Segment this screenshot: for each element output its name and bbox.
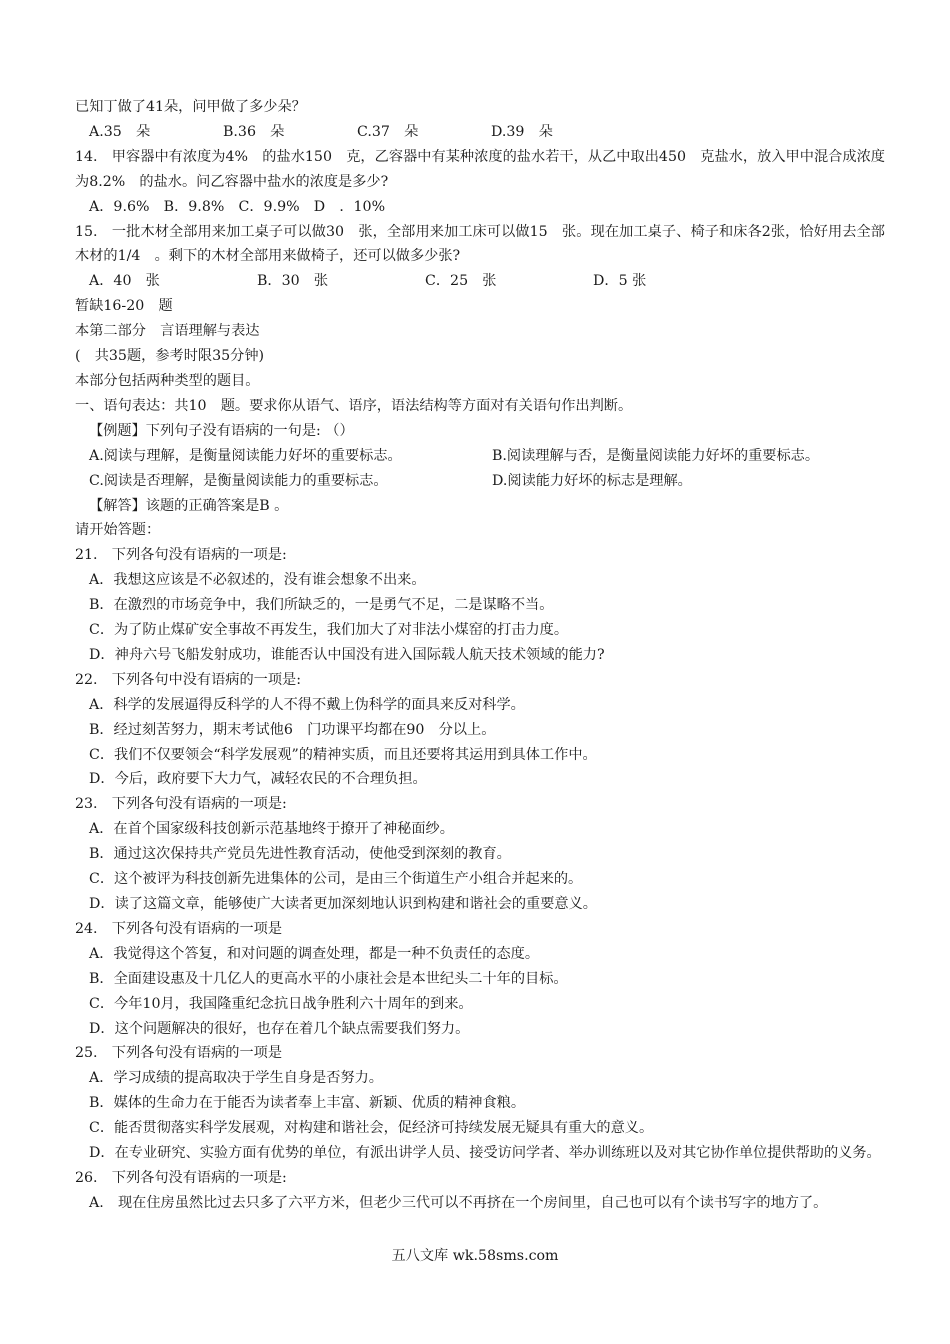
q13-options (75, 120, 885, 145)
q24-option-c: C．今年10月，我国隆重纪念抗日战争胜利六十周年的到来。 (89, 995, 473, 1012)
q21-option-a: A．我想这应该是不必叙述的，没有谁会想象不出来。 (89, 572, 426, 589)
q15-stem: 15. 一批木材全部用来加工桌子可以做30 张，全部用来加工床可以做15 张。现在加工桌子、椅子和床各2张，恰好用去全部木材的1/4 。剩下的木材全部用来做椅子，还可以做多少张? (75, 223, 885, 265)
q15-option-b: B．30 张 (257, 273, 329, 290)
q25-option-a: A．学习成绩的提高取决于学生自身是否努力。 (89, 1070, 383, 1087)
start-prompt: 请开始答题： (75, 522, 161, 539)
q21-stem: 21. 下列各句没有语病的一项是: (75, 547, 287, 564)
missing-note: 暂缺16-20 题 (75, 298, 173, 315)
q26-option-a: A. 现在住房虽然比过去只多了六平方米，但老少三代可以不再挤在一个房间里，自己也可以有个读书写字的地方了。 (89, 1194, 828, 1211)
q24-option-a: A．我觉得这个答复，和对问题的调查处理，都是一种不负责任的态度。 (89, 945, 540, 962)
part2-time-limit: ( 共35题，参考时限35分钟) (75, 348, 265, 365)
q15-option-c: C．25 张 (425, 273, 497, 290)
example-options-row-2 (75, 469, 885, 494)
q25-option-b: B．媒体的生命力在于能否为读者奉上丰富、新颖、优质的精神食粮。 (89, 1095, 526, 1112)
example-option-a: A.阅读与理解，是衡量阅读能力好坏的重要标志。 (89, 447, 402, 464)
q14-stem: 14. 甲容器中有浓度为4% 的盐水150 克，乙容器中有某种浓度的盐水若干，从乙中取出450 克盐水，放入甲中混合成浓度为8.2% 的盐水。问乙容器中盐水的浓度是多少? (75, 148, 885, 190)
q21-option-b: B．在激烈的市场竞争中，我们所缺乏的，一是勇气不足，二是谋略不当。 (89, 597, 554, 614)
q15-option-a: A．40 张 (89, 273, 160, 290)
q13-tail: 已知丁做了41朵，问甲做了多少朵？ (75, 99, 306, 115)
q13-option-d: D.39 朵 (491, 123, 553, 140)
q23-option-c: C．这个被评为科技创新先进集体的公司，是由三个街道生产小组合并起来的。 (89, 871, 583, 888)
q21-option-c: C．为了防止煤矿安全事故不再发生，我们加大了对非法小煤窑的打击力度。 (89, 622, 569, 639)
q14-options: A．9.6% B．9.8% C．9.9% D ．10% (89, 198, 386, 215)
example-option-d: D.阅读能力好坏的标志是理解。 (492, 472, 692, 489)
q22-option-d: D．今后，政府要下大力气，减轻农民的不合理负担。 (89, 771, 427, 788)
q26-stem: 26. 下列各句没有语病的一项是: (75, 1169, 287, 1186)
q22-option-a: A．科学的发展逼得反科学的人不得不戴上伪科学的面具来反对科学。 (89, 696, 525, 713)
q15-option-d: D．5 张 (593, 273, 647, 290)
example-question: 【例题】下列句子没有语病的一句是: （） (89, 422, 354, 439)
example-option-c: C.阅读是否理解，是衡量阅读能力的重要标志。 (89, 472, 388, 489)
q23-option-b: B．通过这次保持共产党员先进性教育活动，使他受到深刻的教育。 (89, 846, 511, 863)
q24-option-b: B．全面建设惠及十几亿人的更高水平的小康社会是本世纪头二十年的目标。 (89, 970, 568, 987)
q25-option-d: D．在专业研究、实验方面有优势的单位，有派出讲学人员、接受访问学者、举办训练班以及对其它协作单位提供帮助的义务。 (89, 1145, 881, 1162)
q23-option-d: D．读了这篇文章，能够使广大读者更加深刻地认识到构建和谐社会的重要意义。 (89, 896, 597, 912)
q24-stem: 24. 下列各句没有语病的一项是 (75, 920, 283, 937)
example-answer: 【解答】该题的正确答案是B 。 (89, 497, 289, 514)
q22-stem: 22. 下列各句中没有语病的一项是: (75, 671, 301, 688)
example-options-row-1 (75, 444, 885, 469)
q24-option-d: D．这个问题解决的很好，也存在着几个缺点需要我们努力。 (89, 1020, 470, 1037)
q13-option-a: A.35 朵 (89, 123, 151, 140)
q13-option-b: B.36 朵 (223, 123, 285, 140)
q22-option-b: B．经过刻苦努力，期末考试他6 门功课平均都在90 分以上。 (89, 721, 496, 738)
q21-option-d: D．神舟六号飞船发射成功，谁能否认中国没有进入国际载人航天技术领域的能力? (89, 646, 605, 663)
q15-options (75, 269, 885, 294)
q23-stem: 23. 下列各句没有语病的一项是: (75, 796, 287, 813)
q23-option-a: A．在首个国家级科技创新示范基地终于撩开了神秘面纱。 (89, 821, 454, 838)
section1-heading: 一、语句表达：共10 题。要求你从语气、语序，语法结构等方面对有关语句作出判断。 (75, 397, 633, 414)
page-footer: 五八文库 wk.58sms.com (391, 1248, 559, 1264)
part2-intro: 本部分包括两种类型的题目。 (75, 372, 260, 389)
q25-option-c: C．能否贯彻落实科学发展观，对构建和谐社会，促经济可持续发展无疑具有重大的意义。 (89, 1120, 654, 1137)
part2-title: 本第二部分 言语理解与表达 (75, 323, 260, 340)
q22-option-c: C．我们不仅要领会“科学发展观”的精神实质，而且还要将其运用到具体工作中。 (89, 746, 597, 763)
q25-stem: 25. 下列各句没有语病的一项是 (75, 1045, 283, 1062)
example-option-b: B.阅读理解与否，是衡量阅读能力好坏的重要标志。 (492, 447, 820, 464)
document-page (75, 95, 885, 1216)
q13-option-c: C.37 朵 (357, 123, 419, 140)
